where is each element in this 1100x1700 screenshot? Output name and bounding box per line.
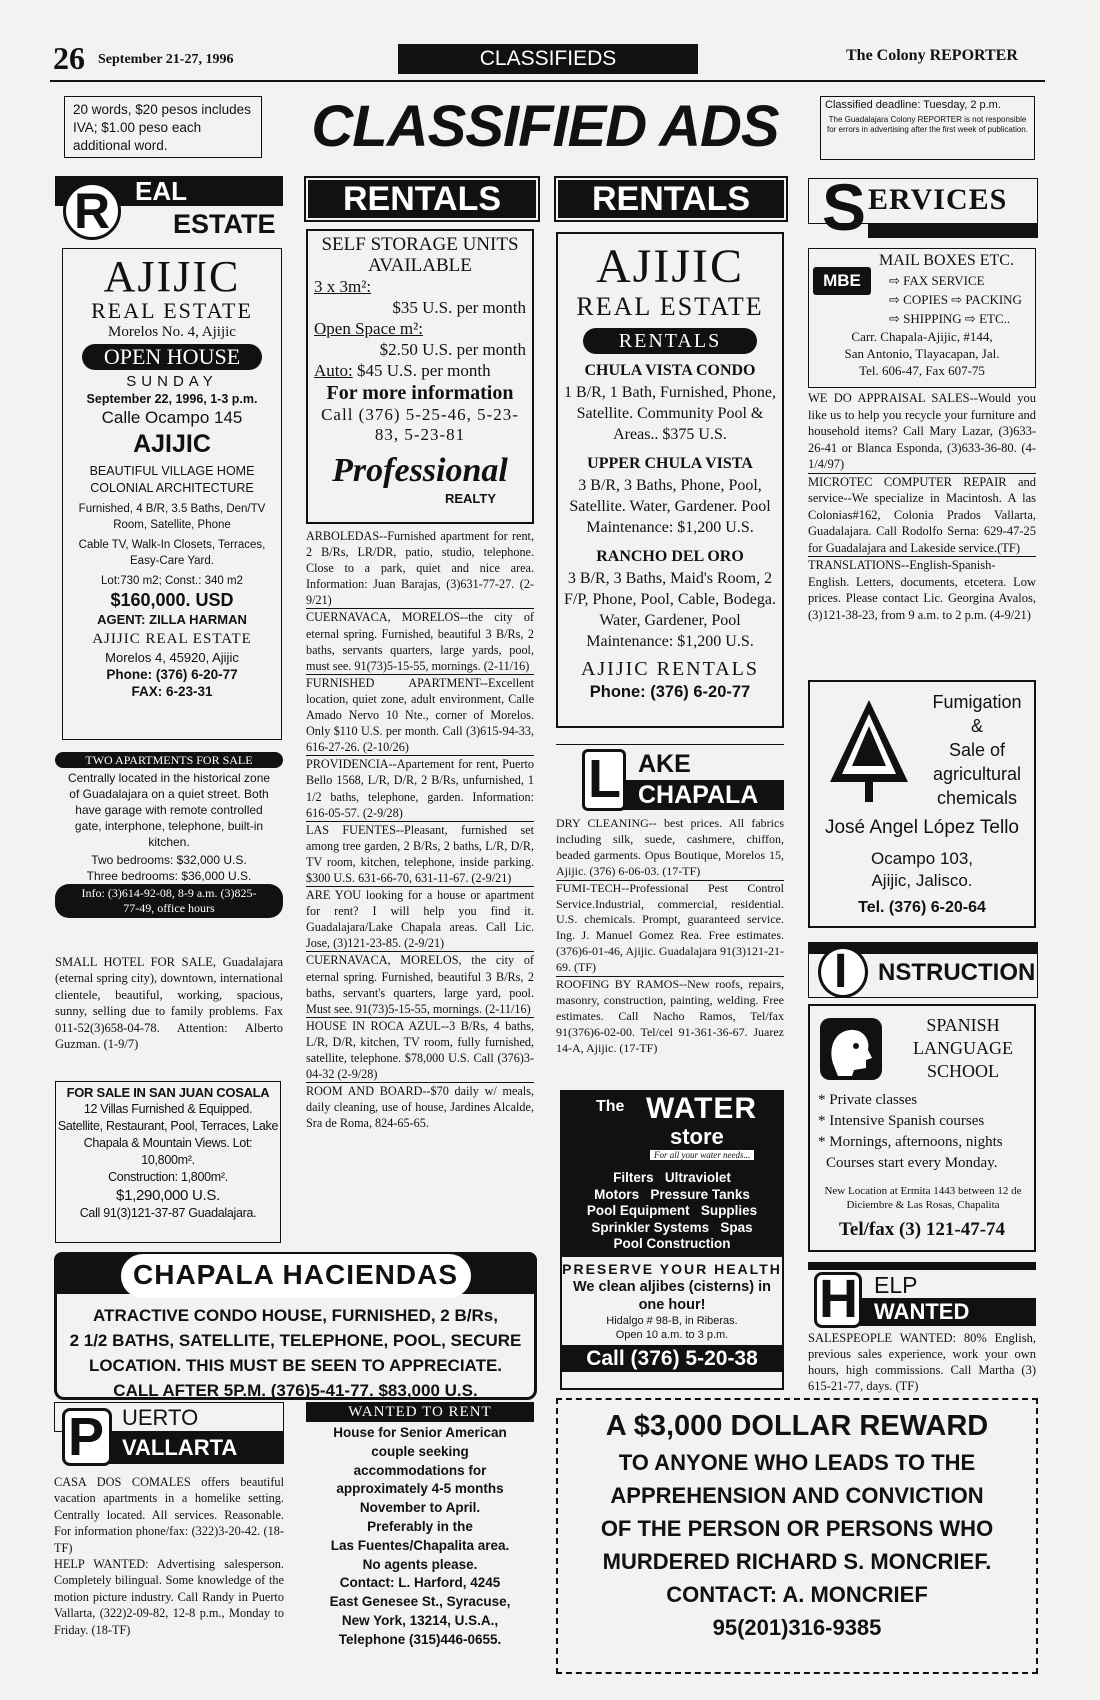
speaking-head-icon [818,1016,884,1082]
storage-auto-price: $45 U.S. per month [356,361,491,380]
wanted-line: accommodations for [353,1462,487,1478]
rentals-heading-1: RENTALS [308,180,536,218]
san-juan-line-2: Satellite, Restaurant, Pool, Terraces, Lake Chapala & Mountain Views. Lot: 10,800m². [57,1119,279,1167]
storage-open-label: Open Space m²: [314,319,423,338]
ajijic-rentals-phone: Phone: (376) 6-20-77 [589,683,751,701]
real-estate-heading [55,176,283,242]
service-listing: WE DO APPRAISAL SALES--Would you like us to help you recycle your furniture and household items? Call Mary Lazar, (3)633-26-41 or Blanca Esponda, (3)633-36-80. (4-1/4/97) [808,391,1036,471]
ajijic-phone: Phone: (376) 6-20-77 [106,667,238,682]
two-apartments-info: Info: (3)614-92-08, 8-9 a.m. (3)825-77-49, office hours [55,884,283,918]
services-listings [808,390,1036,676]
water-store-phone: Call (376) 5-20-38 [562,1345,782,1372]
storage-open-price: $2.50 U.S. per month [379,340,526,359]
puerto-vallarta-heading [54,1402,284,1468]
services-letter: S [822,170,867,244]
rancho-del-oro-body: 3 B/R, 3 Baths, Maid's Room, 2 F/P, Phone, Pool, Cable, Bodega. Water, Gardener, Pool Maintenance: $1,200 U.S. [564,570,777,650]
storage-available: AVAILABLE [368,255,472,276]
professional-realty-sub: REALTY [444,491,496,506]
rental-listing: ARE YOU looking for a house or apartment for rent? I will help you find it. Guadalajara/Lake Chapala areas. Call Lic. Jose, (3)121-23-85. (2-9/21) [306,888,534,951]
two-apartments-body: Centrally located in the historical zone of Guadalajara on a quiet street. Both have garage with remote controlled gate, interphone, telephone, built-in kitchen. [67,771,271,849]
rental-listing: FURNISHED APARTMENT--Excellent location, quiet zone, adult environment, Calle Amado Nervo 10 Nte., corner of Morelos. Only $110 U.S. per month. Call (3)615-94-33, 616-27-26. (2-10/26) [306,675,534,755]
header-rule [50,80,1045,82]
help-wanted-heading [808,1262,1036,1328]
mbe-service: ETC.. [979,311,1011,326]
reward-title: A $3,000 DOLLAR REWARD [605,1410,989,1442]
rental-listing: CUERNAVACA, MORELOS--the city of eternal spring. Furnished, beautiful 3 B/Rs, 2 baths, servants quarters, large yards, pool, must see. 91(73)5-15-55, mornings. (2-11/16) [306,610,534,673]
issue-date: September 21-27, 1996 [98,52,234,67]
help-label-1: ELP [874,1272,918,1298]
wanted-line: Las Fuentes/Chapalita area. [330,1537,510,1553]
rental-listing: HOUSE IN ROCA AZUL--3 B/Rs, 4 baths, L/R, D/R, kitchen, TV room, fully furnished, satellite, telephone. $78,000 U.S. Call (376)3-04-32 (2-9/28) [306,1018,534,1082]
ajijic-rentals-ad [556,232,784,728]
fumigation-address-2: Ajijic, Jalisco. [871,871,973,890]
storage-phones: Call (376) 5-25-46, 5-23-83, 5-23-81 [321,405,519,444]
real-estate-label-2: ESTATE [173,209,276,239]
water-store-water: WATER [646,1092,758,1125]
chapala-line: 2 1/2 BATHS, SATELLITE, TELEPHONE, POOL, SECURE [69,1331,522,1350]
ajijic-desc-4: Cable TV, Walk-In Closets, Terraces, Easy-Care Yard. [78,539,266,567]
fumigation-line: agricultural [932,764,1022,784]
puerto-vallarta-listings [54,1474,284,1674]
san-juan-price: $1,290,000 U.S. [116,1187,220,1204]
ajijic-address: Morelos No. 4, Ajijic [108,324,236,340]
wanted-line: Contact: L. Harford, 4245 [339,1575,501,1591]
mbe-service: SHIPPING [903,311,962,326]
service-listing: FUMI-TECH--Professional Pest Control Service.Industrial, commercial, residential. U.S. chemicals. Prompt, guaranteed service. Ing. J. Manuel Gomez Rea. Free estimates. (376)6-01-46, Ajijic. Guadalajara 91(3)121-21-69. (TF) [556,880,784,975]
publication-name: The Colony REPORTER [846,47,1018,64]
fumigation-name: José Angel López Tello [824,817,1020,838]
fumigation-address-1: Ocampo 103, [870,849,974,868]
chapala-title: CHAPALA HACIENDAS [133,1259,458,1290]
reward-phone: 95(201)316-9385 [712,1615,882,1640]
two-apartments-ad [55,752,283,952]
mbe-address-2: San Antonio, Tlayacapan, Jal. [844,346,1000,361]
water-service: Sprinkler Systems [591,1219,710,1235]
san-juan-call: Call 91(3)121-37-87 Guadalajara. [79,1206,257,1220]
chapala-line: ATRACTIVE CONDO HOUSE, FURNISHED, 2 B/Rs, [93,1306,498,1325]
water-store-hours: Open 10 a.m. to 3 p.m. [615,1328,729,1341]
water-store-cistern: We clean aljibes (cisterns) in one hour! [573,1278,771,1313]
school-title-line: LANGUAGE [913,1038,1013,1058]
rancho-del-oro-heading: RANCHO DEL ORO [596,548,744,565]
small-hotel-ad: SMALL HOTEL FOR SALE, Guadalajara (eternal spring city), downtown, international clientele, beautiful, working, spacious, sunny, selling due to family problems. Fax 011-52(3)658-04-78. Attention: Alberto Guzman. (1-9/7) [55,955,283,1052]
school-title-line: SCHOOL [926,1061,999,1081]
lake-chapala-listings [556,816,784,1084]
service-listing: ROOFING BY RAMOS--New roofs, repairs, masonry, construction, painting, welding. Free estimates. Call Nacho Ramos, Tel/fax 91(376)6-02-00. Tel/cel 91-361-36-67. Juarez 14-A, Ajijic. (17-TF) [556,977,784,1055]
ajijic-rentals-subtitle: REAL ESTATE [576,292,764,321]
service-listing: TRANSLATIONS--English-Spanish-English. Letters, documents, etcetera. Low prices. Please contact Lic. Georgina Avalos, (3)121-38-23, from 9 a.m. to 2 p.m. (4-9/21) [808,558,1036,622]
mbe-logo: MBE [813,267,871,295]
instruction-label: NSTRUCTION [878,959,1036,986]
ajijic-price: $160,000. USD [110,590,234,610]
rental-listing: ARBOLEDAS--Furnished apartment for rent, 2 B/Rs, LR/DR, patio, studio, telephone. Close to a park, quiet and nice area. Information: Juan Barajas, (3)631-77-27. (2-9/21) [306,529,534,608]
water-store-address: Hidalgo # 98-B, in Riberas. [606,1314,738,1327]
wanted-line: No agents please. [362,1556,478,1572]
instruction-letter: I [834,945,848,998]
water-service: Motors [594,1186,640,1202]
water-store-services [562,1168,782,1257]
mbe-address-1: Carr. Chapala-Ajijic, #144, [851,329,993,344]
mbe-service: FAX SERVICE [903,273,985,288]
open-house-when: September 22, 1996, 1-3 p.m. [86,392,258,406]
rentals-badge: RENTALS [583,328,757,354]
chapala-line: CALL AFTER 5P.M. (376)5-41-77. $83,000 U.S. [113,1381,478,1400]
fumigation-line: & [970,716,983,736]
puerto-listing: CASA DOS COMALES offers beautiful vacation apartments in a homelike setting. Centrally located. All services. Reasonable. For information phone/fax: (322)3-20-42. (18-TF) [54,1475,284,1555]
wanted-heading: WANTED TO RENT [306,1402,534,1422]
puerto-letter: P [68,1407,105,1467]
real-estate-letter: R [74,183,111,239]
page-number: 26 [53,40,85,76]
rental-listing: ROOM AND BOARD--$70 daily w/ meals, daily cleaning, use of house, Jardines Alcalde, Sra de Roma, 824-65-65. [306,1084,534,1131]
disclaimer-text: The Guadalajara Colony REPORTER is not responsible for errors in advertising after the first week of publication. [827,115,1028,134]
water-service: Supplies [700,1203,758,1218]
page-title: CLASSIFIED ADS [311,94,779,159]
service-listing: MICROTEC COMPUTER REPAIR and service--We specialize in Macintosh. A las Colonias#162, Colonia Prados Vallarta, Guadalajara. Call Rodolfo Serna: 629-47-25 for Guadalajara and Lakeside service.(TF) [808,474,1036,555]
spanish-school-ad [808,1004,1036,1252]
wanted-body [306,1424,534,1650]
tree-logo-icon [824,696,914,806]
open-house-day: SUNDAY [126,373,218,390]
mbe-service: COPIES [903,292,948,307]
ajijic-lot: Lot:730 m2; Const.: 340 m2 [101,575,243,587]
storage-size-price: $35 U.S. per month [392,298,526,317]
lake-label-2: CHAPALA [590,780,784,810]
school-location: New Location at Ermita 1443 between 12 de Diciembre & Las Rosas, Chapalita [824,1185,1022,1211]
open-house-badge: OPEN HOUSE [82,344,262,370]
water-service: Pool Construction [613,1236,731,1251]
two-apartments-price-3br: Three bedrooms: $36,000 U.S. [86,869,252,883]
san-juan-line-1: 12 Villas Furnished & Equipped. [83,1102,253,1116]
help-label-2: WANTED [848,1298,1036,1326]
water-service: Ultraviolet [664,1170,731,1185]
two-apartments-price-2br: Two bedrooms: $32,000 U.S. [91,853,247,867]
school-feature: * Private classes [818,1092,918,1108]
rentals-listings [306,528,534,1236]
open-house-town: AJIJIC [133,430,211,458]
water-store-tagline: For all your water needs... [650,1150,754,1160]
chapala-details [57,1303,534,1403]
reward-ad [556,1398,1038,1674]
lake-label-1: AKE [638,750,691,778]
water-store-the: The [596,1098,625,1115]
rates-box [64,96,262,158]
services-heading [808,170,1038,244]
school-title-line: SPANISH [926,1015,1000,1035]
puerto-listing: HELP WANTED: Advertising salesperson. Completely bilingual. Some knowledge of the motion picture industry. Call Randy in Puerto Vallarta, (322)2-09-82, 12-8 p.m., Monday to Friday. (18-TF) [54,1557,284,1637]
wanted-line: House for Senior American [333,1425,507,1440]
professional-realty-logo: Professional [332,452,508,489]
rentals-heading-2: RENTALS [558,180,784,218]
fumigation-line: Sale of [948,740,1006,760]
chapala-haciendas-ad [54,1252,537,1400]
wanted-line: approximately 4-5 months [336,1481,504,1497]
help-wanted-listing: SALESPEOPLE WANTED: 80% English, previous sales experience, work your own hours, high commissions. Call Martha (3) 615-21-77, days. (TF) [808,1331,1036,1393]
service-listing: DRY CLEANING-- best prices. All fabrics including silk, suede, cashmere, chiffon, beaded garments. Opus Boutique, Morelos 15, Ajijic. (376) 6-06-03. (17-TF) [556,816,784,878]
rental-listing: LAS FUENTES--Pleasant, furnished set among tree garden, 2 B/Rs, 2 baths, L/R, D/R, TV room, kitchen, telephone, inside parking. $300 U.S. 631-66-70, 631-11-67. (2-9/21) [306,822,534,885]
fumigation-line: chemicals [936,788,1018,808]
rental-listing: CUERNAVACA, MORELOS, the city of eternal spring. Furnished, beautiful 3 B/Rs, 2 baths, servant's quarters, large yard, pool. Must see. 91(73)5-15-55, mornings. (2-11/16) [306,953,534,1016]
san-juan-cosala-ad [55,1081,281,1243]
ajijic-desc-3: Furnished, 4 B/R, 3.5 Baths, Den/TV Room, Satellite, Phone [78,503,266,531]
wanted-line: New York, 13214, U.S.A., [341,1612,499,1628]
chula-vista-heading: CHULA VISTA CONDO [584,362,756,379]
storage-size-label: 3 x 3m²: [314,277,372,296]
water-service: Filters [613,1170,654,1185]
ajijic-firm: AJIJIC REAL ESTATE [92,631,252,647]
storage-title: SELF STORAGE UNITS [321,234,519,255]
ajijic-rentals-title: AJIJIC [595,240,744,293]
reward-line: OF THE PERSON OR PERSONS WHO [600,1516,994,1541]
fumigation-line: Fumigation [932,692,1022,712]
chula-vista-body: 1 B/R, 1 Bath, Furnished, Phone, Satellite. Community Pool & Areas.. $375 U.S. [564,384,777,443]
mail-boxes-ad: MBE MAIL BOXES ETC. ⇨ FAX SERVICE ⇨ COPIES ⇨ PACKING ⇨ SHIPPING ⇨ ETC.. Carr. Chapala-Ajijic, #144, San Antonio, Tlayacapan, Jal. Tel. 606-47, Fax 607-75 [808,248,1036,388]
open-house-street: Calle Ocampo 145 [101,408,243,427]
self-storage-ad [306,229,534,524]
rates-text: 20 words, $20 pesos includes IVA; $1.00 peso each additional word. [73,102,251,153]
puerto-label-2: VALLARTA [94,1432,284,1464]
chapala-line: LOCATION. THIS MUST BE SEEN TO APPRECIATE. [88,1356,503,1375]
san-juan-heading: FOR SALE IN SAN JUAN COSALA [66,1085,270,1100]
wanted-line: East Genesee St., Syracuse, [329,1594,511,1610]
real-estate-label-1: EAL [135,176,187,206]
rental-listing: PROVIDENCIA--Apartement for rent, Puerto Bello 1568, L/R, D/R, 2 B/Rs, unfurnished, 1 1/2 baths, telephone, garden. Information: 616-05-57. (2-9/28) [306,757,534,820]
lake-letter: L [588,749,621,809]
wanted-line: Telephone (315)446-0655. [338,1631,502,1647]
two-apartments-heading: TWO APARTMENTS FOR SALE [55,752,283,768]
section-category: CLASSIFIEDS [398,44,698,74]
ajijic-rentals-footer: AJIJIC RENTALS [580,658,760,680]
water-service: Spas [720,1219,753,1235]
upper-chula-vista-body: 3 B/R, 3 Baths, Phone, Pool, Satellite. Water, Gardener. Pool Maintenance: $1,200 U.S. [569,477,771,536]
ajijic-agent: AGENT: ZILLA HARMAN [97,612,247,627]
reward-line: TO ANYONE WHO LEADS TO THE [618,1450,976,1475]
puerto-label-1: UERTO [122,1405,199,1430]
deadline-text: Classified deadline: Tuesday, 2 p.m. [825,99,1001,111]
water-store-health: PRESERVE YOUR HEALTH [562,1260,782,1277]
wanted-line: November to April. [359,1500,481,1516]
school-feature: * Intensive Spanish courses [818,1113,985,1129]
school-tel: Tel/fax (3) 121-47-74 [838,1219,1006,1240]
ajijic-real-estate-ad [62,248,282,740]
storage-more-info: For more information [326,382,514,404]
services-label: ERVICES [868,183,1008,216]
wanted-line: Preferably in the [367,1518,473,1534]
deadline-box [820,96,1035,160]
water-service: Pool Equipment [586,1203,690,1218]
water-service: Pressure Tanks [650,1186,750,1202]
mbe-tel: Tel. 606-47, Fax 607-75 [859,363,985,378]
ajijic-title: AJIJIC [103,252,241,301]
instruction-heading [808,942,1038,998]
ajijic-desc-2: COLONIAL ARCHITECTURE [90,481,254,495]
ajijic-firm-address: Morelos 4, 45920, Ajijic [105,650,239,665]
school-feature: * Mornings, afternoons, nights [818,1134,1003,1150]
mbe-name: MAIL BOXES ETC. [879,252,1014,269]
wanted-to-rent-ad [306,1402,534,1674]
reward-line: MURDERED RICHARD S. MONCRIEF. [602,1549,992,1574]
help-letter: H [819,1269,858,1329]
upper-chula-vista-heading: UPPER CHULA VISTA [587,455,753,472]
fumigation-services [922,690,1032,810]
reward-contact: CONTACT: A. MONCRIEF [666,1582,928,1607]
school-features [818,1090,1032,1174]
water-store-logo [562,1092,782,1168]
wanted-line: couple seeking [371,1443,469,1459]
ajijic-fax: FAX: 6-23-31 [131,684,213,699]
fumigation-tel: Tel. (376) 6-20-64 [858,899,986,916]
fumigation-ad [808,680,1036,928]
school-feature: Courses start every Monday. [826,1155,998,1171]
ajijic-desc-1: BEAUTIFUL VILLAGE HOME [89,464,255,478]
mbe-service: PACKING [965,292,1022,307]
school-title [894,1014,1032,1083]
lake-chapala-heading [556,744,784,812]
reward-line: APPREHENSION AND CONVICTION [610,1483,984,1508]
water-store-store: store [670,1124,724,1149]
san-juan-line-3: Construction: 1,800m². [108,1170,228,1184]
storage-auto-label: Auto: [314,361,353,380]
water-store-ad [560,1090,784,1390]
ajijic-subtitle: REAL ESTATE [91,298,253,323]
